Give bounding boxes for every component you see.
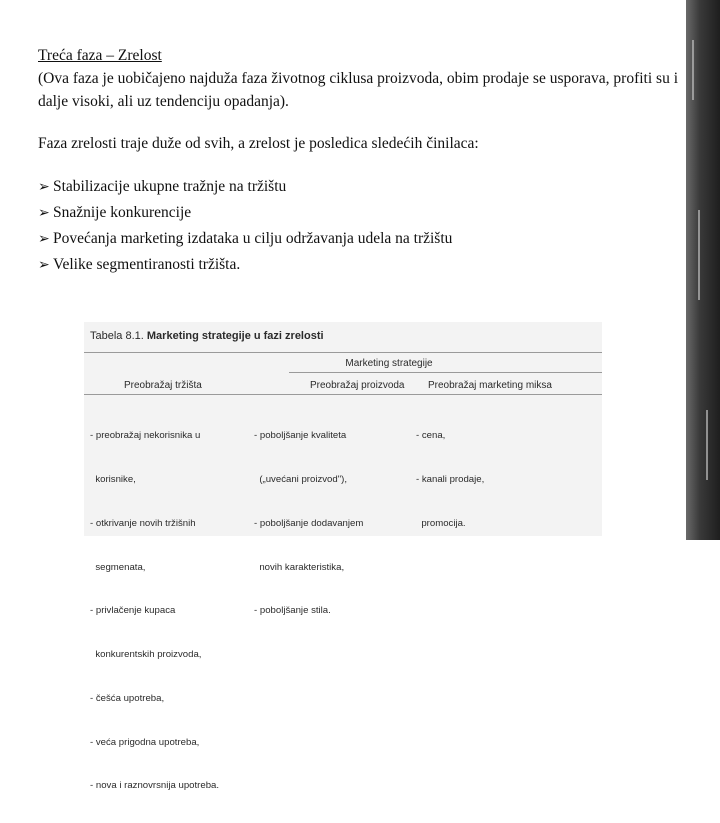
list-item	[38, 200, 678, 226]
band-highlight	[692, 40, 694, 100]
band-highlight	[706, 410, 708, 480]
table-cell-line: promocija.	[416, 517, 466, 529]
table-column-marketing-mix	[416, 400, 484, 561]
table-caption-number: Tabela 8.1.	[90, 330, 144, 342]
table-cell-line: - poboljšanje kvaliteta	[254, 430, 347, 442]
table-main-header: Marketing strategije	[345, 358, 433, 369]
arrow-bullet-icon: ➢	[38, 232, 50, 247]
intro-text: Faza zrelosti traje duže od svih, a zrelost je posledica sledećih činilaca:	[38, 135, 479, 152]
table-column-market	[90, 400, 219, 823]
table-cell-line: - otkrivanje novih tržišnih	[90, 517, 196, 529]
band-highlight	[698, 210, 700, 300]
table-cell-line: - kanali prodaje,	[416, 473, 485, 485]
list-item	[38, 174, 678, 200]
table-cell-line: - privlačenje kupaca	[90, 605, 176, 617]
table-cell-line: - preobražaj nekorisnika u	[90, 430, 201, 442]
table-cell-line: segmenata,	[90, 561, 146, 573]
table-cell-line: - nova i raznovrsnija upotreba.	[90, 780, 220, 792]
slide-heading: Treća faza – Zrelost	[38, 47, 162, 64]
table-cell-line: - poboljšanje stila.	[254, 605, 331, 617]
phase-description: (Ova faza je uobičajeno najduža faza životnog ciklusa proizvoda, obim prodaje se usporava, profiti su i dalje visoki, ali uz tendenciju opadanja).	[38, 70, 679, 110]
list-item-text: Stabilizacije ukupne tražnje na tržištu	[53, 178, 287, 195]
table-caption-title: Marketing strategije u fazi zrelosti	[146, 330, 324, 342]
table-cell-line: korisnike,	[90, 473, 136, 485]
table-column-product	[254, 400, 363, 648]
table-caption	[90, 330, 324, 342]
table-cell-line: konkurentskih proizvoda,	[90, 649, 202, 661]
factor-list	[38, 174, 678, 278]
slide-content	[38, 44, 678, 278]
column-header: Preobražaj proizvoda	[310, 380, 405, 391]
table-cell-line: - poboljšanje dodavanjem	[254, 517, 364, 529]
table-cell-line: novih karakteristika,	[254, 561, 345, 573]
arrow-bullet-icon: ➢	[38, 180, 50, 195]
table-rule	[84, 352, 602, 353]
list-item-text: Snažnije konkurencije	[53, 204, 192, 221]
table-cell-line: („uvećani proizvod"),	[254, 473, 347, 485]
list-item	[38, 252, 678, 278]
decorative-right-band	[686, 0, 720, 540]
column-header: Preobražaj tržišta	[124, 380, 202, 391]
marketing-strategies-table	[84, 322, 602, 792]
table-cell-line: - cena,	[416, 430, 446, 442]
list-item-text: Velike segmentiranosti tržišta.	[53, 256, 241, 273]
column-header: Preobražaj marketing miksa	[428, 380, 552, 391]
list-item	[38, 226, 678, 252]
table-rule	[84, 394, 602, 395]
table-cell-line: - češća upotreba,	[90, 692, 165, 704]
table-cell-line: - veća prigodna upotreba,	[90, 736, 200, 748]
arrow-bullet-icon: ➢	[38, 258, 50, 273]
arrow-bullet-icon: ➢	[38, 206, 50, 221]
list-item-text: Povećanja marketing izdataka u cilju održavanja udela na tržištu	[53, 230, 453, 247]
table-rule	[289, 372, 602, 373]
